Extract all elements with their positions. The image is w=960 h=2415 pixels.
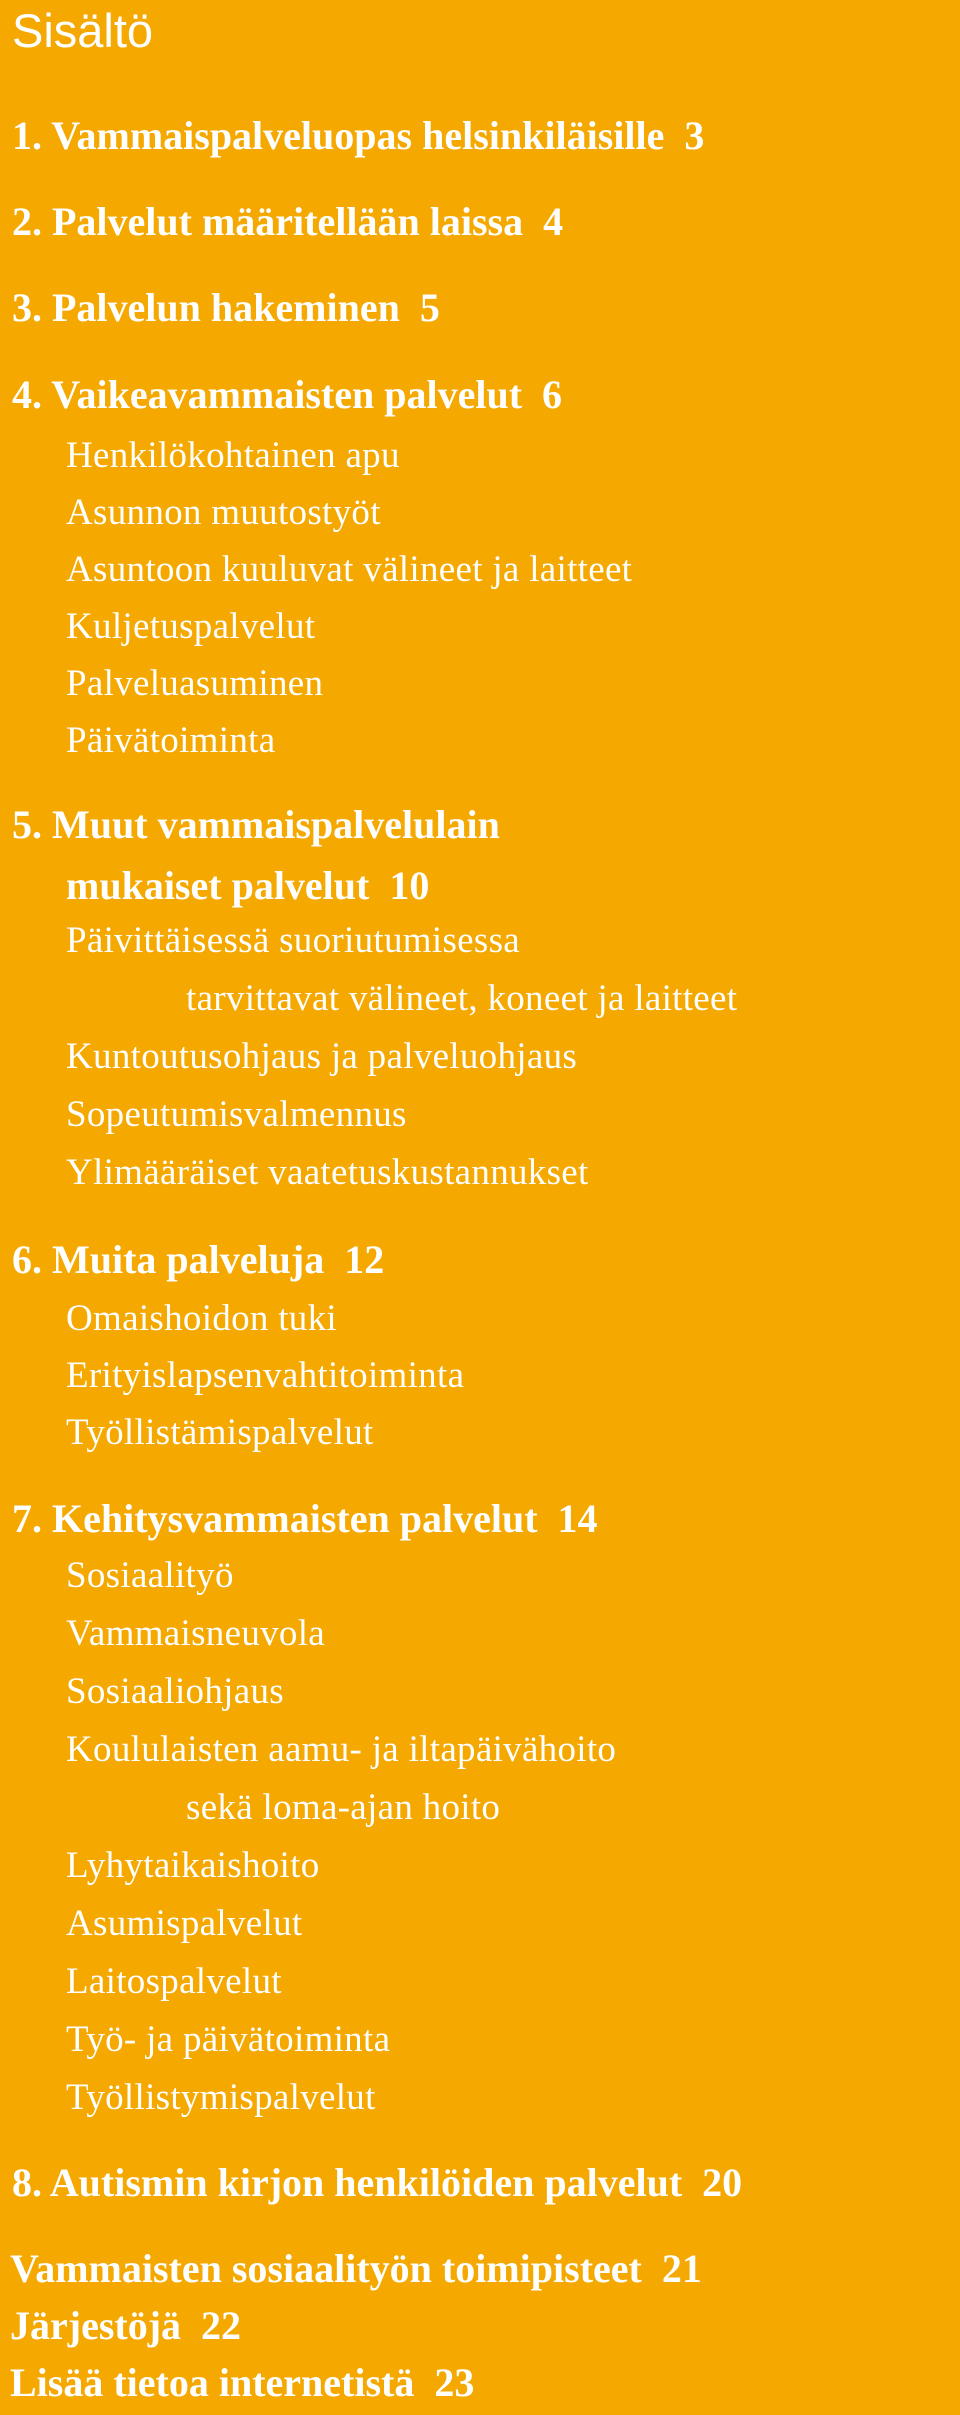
toc-item[interactable]: Laitospalvelut	[66, 1961, 282, 2002]
toc-extra-internet[interactable]	[10, 2359, 474, 2407]
toc-item[interactable]: Sosiaalityö	[66, 1555, 234, 1596]
section-title: 7. Kehitysvammaisten palvelut	[12, 1496, 538, 1541]
toc-item-continued[interactable]: sekä loma-ajan hoito	[186, 1787, 501, 1828]
toc-section-7[interactable]	[12, 1495, 598, 1543]
toc-item[interactable]: Koululaisten aamu- ja iltapäivähoito	[66, 1729, 617, 1770]
toc-item[interactable]: Päivittäisessä suoriutumisessa	[66, 920, 520, 961]
section-title: 8. Autismin kirjon henkilöiden palvelut	[12, 2160, 683, 2205]
toc-extra-offices[interactable]	[10, 2245, 702, 2293]
toc-section-5-continued[interactable]	[66, 862, 429, 910]
toc-item[interactable]: Asumispalvelut	[66, 1903, 303, 1944]
section-title: Järjestöjä	[10, 2303, 182, 2348]
toc-item[interactable]: Asuntoon kuuluvat välineet ja laitteet	[66, 549, 633, 590]
section-title: 2. Palvelut määritellään laissa	[12, 199, 524, 244]
toc-item[interactable]: Sosiaaliohjaus	[66, 1671, 284, 1712]
toc-item[interactable]: Ylimääräiset vaatetuskustannukset	[66, 1152, 589, 1193]
section-title: mukaiset palvelut	[66, 863, 370, 908]
page-number: 4	[543, 199, 564, 244]
section-title: 5. Muut vammaispalvelulain	[12, 802, 500, 847]
toc-item[interactable]: Sopeutumisvalmennus	[66, 1094, 407, 1135]
page-number: 3	[684, 113, 705, 158]
toc-section-5[interactable]	[12, 801, 500, 849]
toc-item[interactable]: Kuntoutusohjaus ja palveluohjaus	[66, 1036, 578, 1077]
toc-section-2[interactable]	[12, 198, 563, 246]
page-number: 6	[542, 372, 563, 417]
toc-item[interactable]: Omaishoidon tuki	[66, 1298, 337, 1339]
section-title: 3. Palvelun hakeminen	[12, 285, 400, 330]
page-number: 23	[434, 2360, 475, 2405]
toc-item-continued[interactable]: tarvittavat välineet, koneet ja laitteet	[186, 978, 738, 1019]
section-title: Lisää tietoa internetistä	[10, 2360, 415, 2405]
page-title: Sisältö	[12, 4, 154, 57]
toc-item[interactable]: Henkilökohtainen apu	[66, 435, 400, 476]
toc-item[interactable]: Työllistämispalvelut	[66, 1412, 374, 1453]
section-title: 6. Muita palveluja	[12, 1237, 325, 1282]
toc-item[interactable]: Asunnon muutostyöt	[66, 492, 381, 533]
toc-item[interactable]: Palveluasuminen	[66, 663, 324, 704]
page-number: 14	[557, 1496, 598, 1541]
toc-item[interactable]: Lyhytaikaishoito	[66, 1845, 320, 1886]
page-number: 12	[344, 1237, 385, 1282]
toc-item[interactable]: Päivätoiminta	[66, 720, 276, 761]
toc-item[interactable]: Erityislapsenvahtitoiminta	[66, 1355, 465, 1396]
page-number: 20	[702, 2160, 743, 2205]
page-number: 21	[661, 2246, 702, 2291]
toc-section-3[interactable]	[12, 284, 440, 332]
section-title: 4. Vaikeavammaisten palvelut	[12, 372, 523, 417]
page-number: 5	[419, 285, 440, 330]
toc-section-1[interactable]	[12, 112, 704, 160]
toc-item[interactable]: Vammaisneuvola	[66, 1613, 326, 1654]
toc-item[interactable]: Työ- ja päivätoiminta	[66, 2019, 391, 2060]
page-number: 22	[201, 2303, 242, 2348]
toc-item[interactable]: Kuljetuspalvelut	[66, 606, 316, 647]
toc-item[interactable]: Työllistymispalvelut	[66, 2077, 376, 2118]
page-number: 10	[389, 863, 430, 908]
toc-section-4[interactable]	[12, 371, 562, 419]
section-title: 1. Vammaispalveluopas helsinkiläisille	[12, 113, 665, 158]
section-title: Vammaisten sosiaalityön toimipisteet	[10, 2246, 642, 2291]
toc-extra-organizations[interactable]	[10, 2302, 241, 2350]
toc-section-8[interactable]	[12, 2159, 742, 2207]
toc-section-6[interactable]	[12, 1236, 384, 1284]
